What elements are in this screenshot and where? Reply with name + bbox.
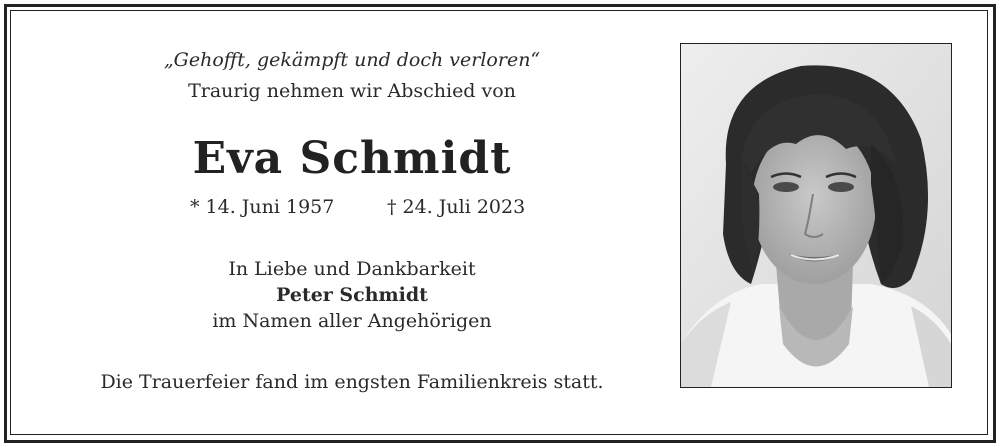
- relatives-line: im Namen aller Angehörigen: [212, 310, 492, 332]
- funeral-note: Die Trauerfeier fand im engsten Familienkreis statt.: [100, 371, 604, 393]
- deceased-name: Eva Schmidt: [192, 133, 512, 184]
- portrait-illustration: [681, 44, 951, 387]
- motto-quote: „Gehofft, gekämpft und doch verloren“: [163, 49, 541, 71]
- birth-date: * 14. Juni 1957: [190, 196, 335, 218]
- death-date: † 24. Juli 2023: [387, 196, 526, 218]
- mourner-name: Peter Schmidt: [276, 284, 428, 306]
- thanks-line: In Liebe und Dankbarkeit: [228, 258, 476, 280]
- intro-line: Traurig nehmen wir Abschied von: [188, 80, 516, 102]
- portrait-photo: [680, 43, 952, 388]
